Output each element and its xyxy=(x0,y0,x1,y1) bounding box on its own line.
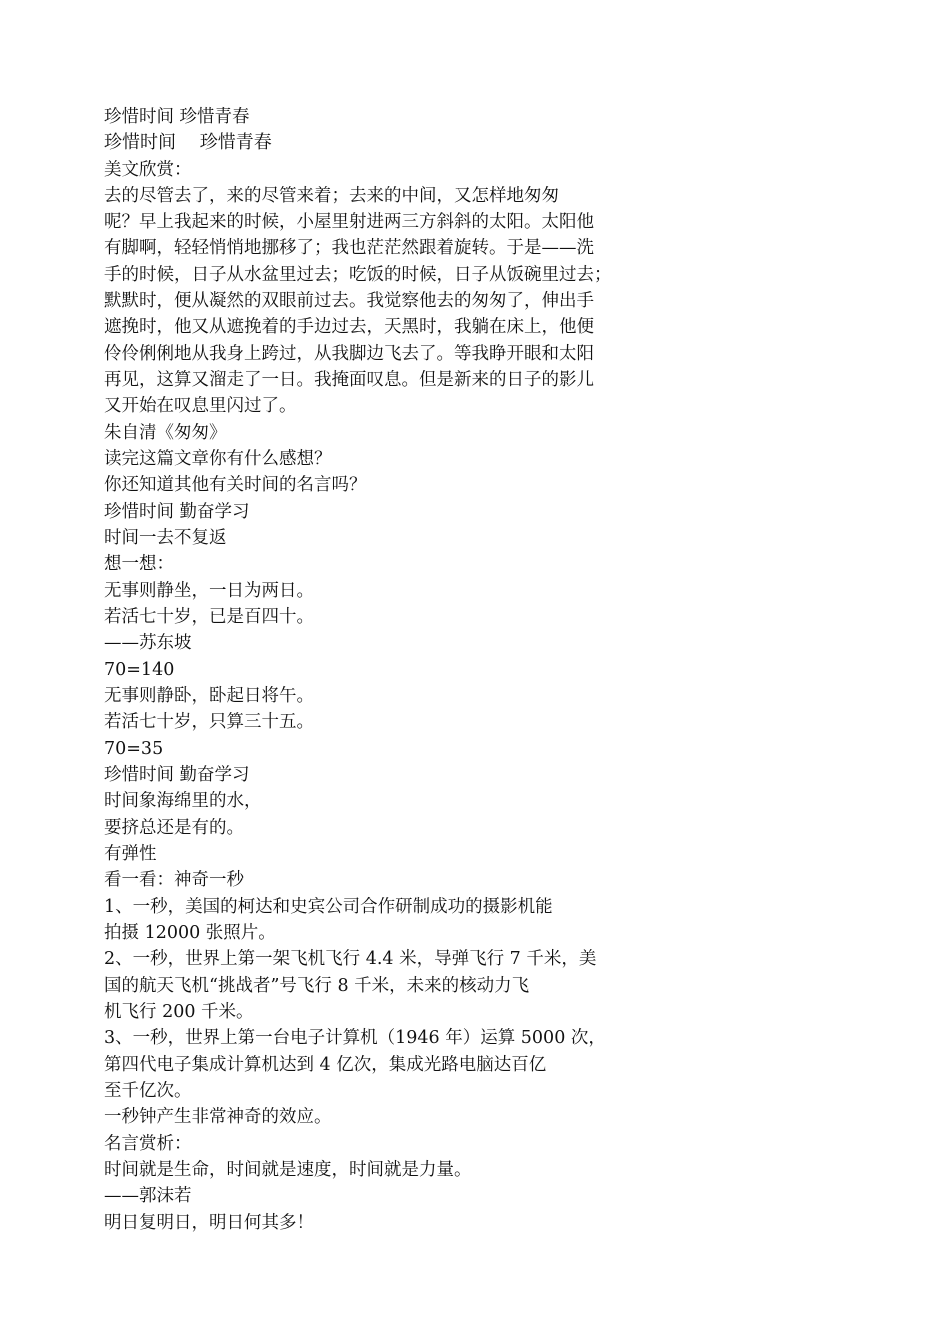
text-line: 2、一秒，世界上第一架飞机飞行 4.4 米，导弹飞行 7 千米，美 xyxy=(104,949,597,969)
text-line: 70=140 xyxy=(104,660,175,680)
text-line: 第四代电子集成计算机达到 4 亿次，集成光路电脑达百亿 xyxy=(104,1055,547,1075)
text-line: ——苏东坡 xyxy=(104,633,192,653)
text-line: 时间象海绵里的水， xyxy=(104,791,262,811)
text-line: 又开始在叹息里闪过了。 xyxy=(104,396,297,416)
text-line: 3、一秒，世界上第一台电子计算机（1946 年）运算 5000 次， xyxy=(104,1028,606,1048)
text-line: 一秒钟产生非常神奇的效应。 xyxy=(104,1107,332,1127)
text-line: 珍惜时间 珍惜青春 xyxy=(104,107,250,127)
text-line: 至千亿次。 xyxy=(104,1081,192,1101)
text-line: 国的航天飞机“挑战者”号飞行 8 千米，未来的核动力飞 xyxy=(104,976,530,996)
text-line: 拍摄 12000 张照片。 xyxy=(104,923,276,943)
text-line: 明日复明日，明日何其多！ xyxy=(104,1213,314,1233)
text-line: 想一想： xyxy=(104,554,174,574)
text-line: 珍惜时间 珍惜青春 xyxy=(104,132,272,153)
text-line: 伶伶俐俐地从我身上跨过，从我脚边飞去了。等我睁开眼和太阳 xyxy=(104,344,594,364)
text-line: 有脚啊，轻轻悄悄地挪移了；我也茫茫然跟着旋转。于是——洗 xyxy=(104,238,594,258)
text-line: 若活七十岁，只算三十五。 xyxy=(104,712,314,732)
text-line: 名言赏析： xyxy=(104,1134,192,1154)
text-line: 看一看：神奇一秒 xyxy=(104,870,244,890)
text-line: 手的时候，日子从水盆里过去；吃饭的时候，日子从饭碗里过去； xyxy=(104,265,612,285)
text-line: 机飞行 200 千米。 xyxy=(104,1002,254,1022)
text-line: 美文欣赏： xyxy=(104,160,192,180)
text-line: ——郭沫若 xyxy=(104,1186,192,1206)
text-line: 默默时，便从凝然的双眼前过去。我觉察他去的匆匆了，伸出手 xyxy=(104,291,594,311)
text-line: 你还知道其他有关时间的名言吗？ xyxy=(104,475,367,495)
text-line: 无事则静坐，一日为两日。 xyxy=(104,581,314,601)
text-line: 遮挽时，他又从遮挽着的手边过去，天黑时，我躺在床上，他便 xyxy=(104,317,594,337)
text-line: 再见，这算又溜走了一日。我掩面叹息。但是新来的日子的影儿 xyxy=(104,370,594,390)
text-line: 珍惜时间 勤奋学习 xyxy=(104,502,250,522)
text-line: 珍惜时间 勤奋学习 xyxy=(104,765,250,785)
text-line: 70=35 xyxy=(104,739,164,759)
text-line: 时间就是生命，时间就是速度，时间就是力量。 xyxy=(104,1160,472,1180)
text-line: 要挤总还是有的。 xyxy=(104,818,244,838)
text-line: 无事则静卧，卧起日将午。 xyxy=(104,686,314,706)
text-line: 读完这篇文章你有什么感想？ xyxy=(104,449,332,469)
text-line: 有弹性 xyxy=(104,844,157,864)
text-line: 时间一去不复返 xyxy=(104,528,227,548)
text-line: 若活七十岁，已是百四十。 xyxy=(104,607,314,627)
text-line: 朱自清《匆匆》 xyxy=(104,423,227,443)
text-line: 去的尽管去了，来的尽管来着；去来的中间，又怎样地匆匆 xyxy=(104,186,559,206)
text-line: 呢？早上我起来的时候，小屋里射进两三方斜斜的太阳。太阳他 xyxy=(104,212,594,232)
text-line: 1、一秒，美国的柯达和史宾公司合作研制成功的摄影机能 xyxy=(104,897,553,917)
